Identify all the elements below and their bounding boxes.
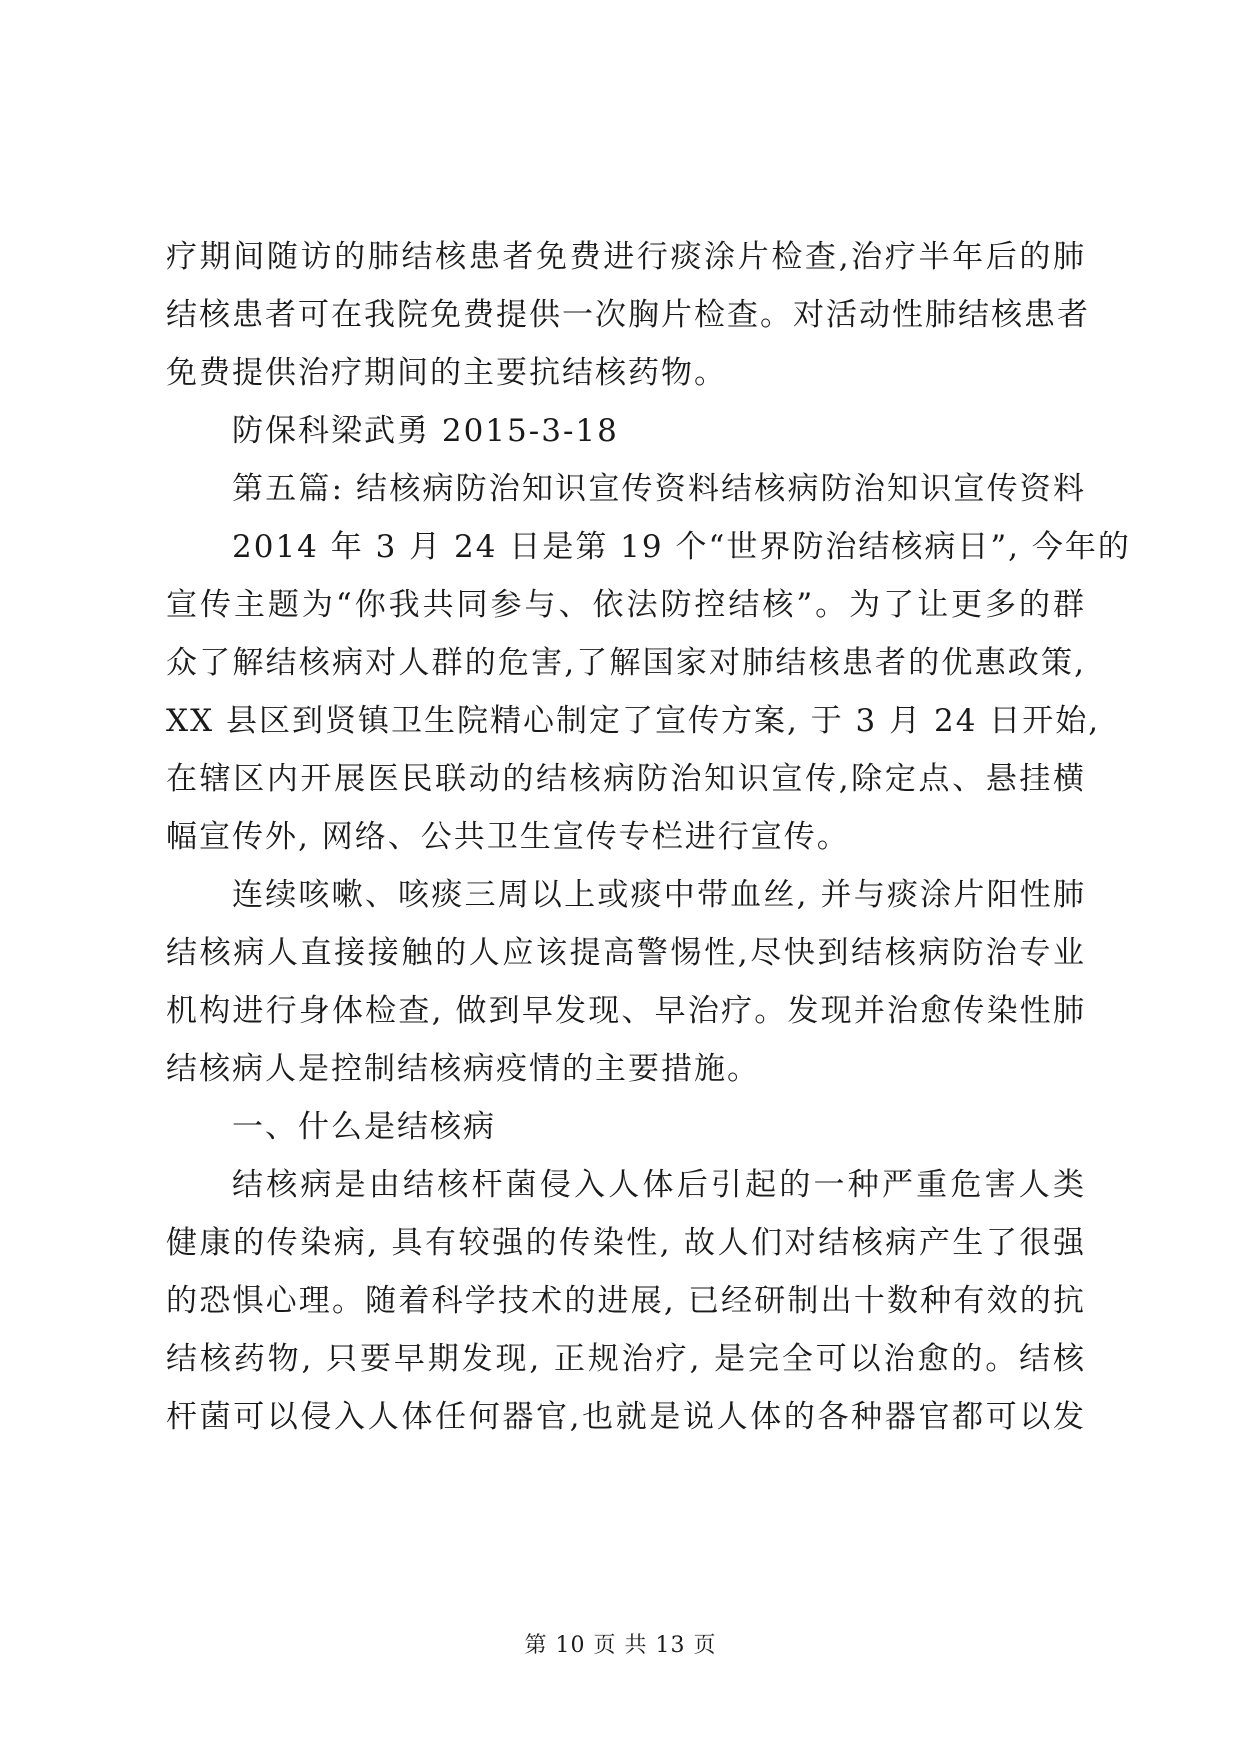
- body-line: 结核药物, 只要早期发现, 正规治疗, 是完全可以治愈的。结核: [166, 1341, 1086, 1377]
- body-line: XX 县区到贤镇卫生院精心制定了宣传方案, 于 3 月 24 日开始,: [166, 703, 1101, 739]
- body-line: 幅宣传外, 网络、公共卫生宣传专栏进行宣传。: [166, 819, 850, 855]
- document-body: [166, 228, 1131, 1446]
- section-heading: 第五篇: 结核病防治知识宣传资料结核病防治知识宣传资料: [232, 471, 1086, 507]
- body-line: 杆菌可以侵入人体任何器官,也就是说人体的各种器官都可以发: [166, 1399, 1086, 1435]
- body-line: 结核病人是控制结核病疫情的主要措施。: [166, 1051, 760, 1087]
- body-line: 结核病人直接接触的人应该提高警惕性,尽快到结核病防治专业: [166, 935, 1086, 971]
- body-line: 疗期间随访的肺结核患者免费进行痰涂片检查,治疗半年后的肺: [166, 239, 1086, 275]
- body-line: 的恐惧心理。随着科学技术的进展, 已经研制出十数种有效的抗: [166, 1283, 1086, 1319]
- body-line: 众了解结核病对人群的危害,了解国家对肺结核患者的优惠政策,: [166, 645, 1086, 681]
- body-line: 健康的传染病, 具有较强的传染性, 故人们对结核病产生了很强: [166, 1225, 1086, 1261]
- body-line: 结核患者可在我院免费提供一次胸片检查。对活动性肺结核患者: [166, 297, 1090, 333]
- body-line: 连续咳嗽、咳痰三周以上或痰中带血丝, 并与痰涂片阳性肺: [232, 877, 1086, 913]
- page-footer: 第 10 页 共 13 页: [524, 1633, 717, 1658]
- subsection-heading: 一、什么是结核病: [232, 1109, 496, 1145]
- author-date-line: 防保科梁武勇 2015-3-18: [232, 413, 619, 449]
- body-line: 免费提供治疗期间的主要抗结核药物。: [166, 355, 727, 391]
- body-line: 在辖区内开展医民联动的结核病防治知识宣传,除定点、悬挂横: [166, 761, 1086, 797]
- body-line: 结核病是由结核杆菌侵入人体后引起的一种严重危害人类: [232, 1167, 1086, 1203]
- body-line: 机构进行身体检查, 做到早发现、早治疗。发现并治愈传染性肺: [166, 993, 1086, 1029]
- body-line: 2014 年 3 月 24 日是第 19 个“世界防治结核病日”, 今年的: [232, 529, 1131, 565]
- body-line: 宣传主题为“你我共同参与、依法防控结核”。为了让更多的群: [166, 587, 1086, 623]
